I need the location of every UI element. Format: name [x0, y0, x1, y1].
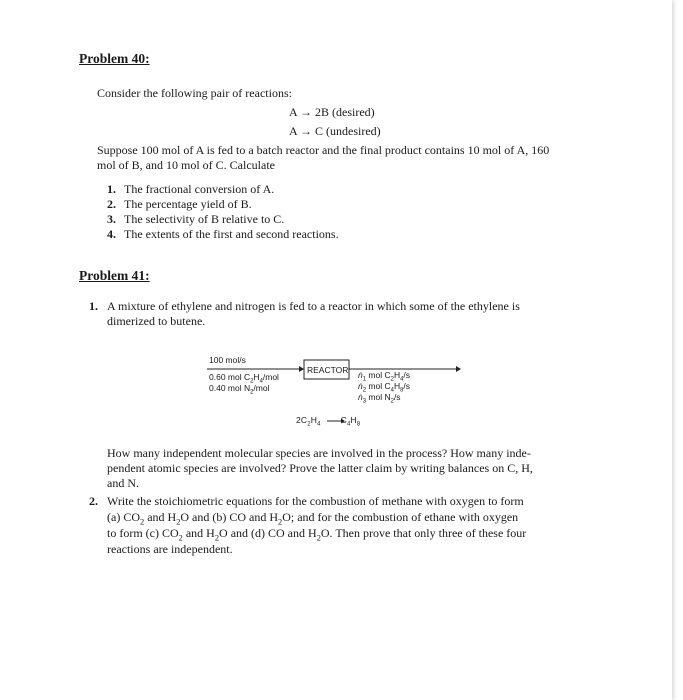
list-item-text: A mixture of ethylene and nitrogen is fed to a reactor in which some of the ethylene is — [107, 299, 520, 313]
feed-arrow-icon — [299, 366, 304, 372]
product-ethylene-label: ṅ$_1$ mol $C_2H_4/s$ — [358, 370, 411, 383]
list-item-number: 2. — [107, 197, 116, 211]
list-item — [107, 227, 339, 242]
dimerization-reaction: $2C_2H_4$ $C_4H_8$ — [296, 415, 361, 428]
problem-41-item-1-line-1 — [89, 299, 520, 314]
list-item-number: 1. — [89, 299, 98, 313]
list-item-number: 3. — [107, 212, 116, 226]
list-item-number: 1. — [107, 182, 116, 196]
problem-41-item-2-line-1 — [89, 494, 524, 509]
feed-rate-label: 100 mol/s — [209, 355, 246, 365]
list-item-text: The selectivity of B relative to C. — [124, 212, 285, 226]
problem-41-item-1-question-line-2: pendent atomic species are involved? Prove the latter claim by writing balances on C, H, — [107, 461, 533, 475]
list-item — [107, 182, 274, 197]
list-item-text: Write the stoichiometric equations for the combustion of methane with oxygen to form — [107, 494, 524, 508]
problem-41-item-1-question-line-1: How many independent molecular species are involved in the process? How many inde- — [107, 446, 531, 460]
list-item-text: The percentage yield of B. — [124, 197, 252, 211]
problem-40-intro: Consider the following pair of reactions: — [97, 86, 292, 100]
feed-ethylene-label: 0.60 mol $C_2H_4$/mol — [209, 372, 279, 385]
reactor-label: REACTOR — [307, 365, 349, 375]
problem-41-item-2-line-2: (a) $CO_2$ and $H_2O$ and (b) CO and $H_2O$; and for the combustion of ethane with oxygen — [107, 510, 519, 527]
list-item-number: 2. — [89, 494, 98, 508]
product-nitrogen-label: ṅ$_3$ mol $N_2/s$ — [358, 392, 401, 405]
problem-40-heading: Problem 40: — [79, 51, 150, 66]
product-arrow-icon — [456, 366, 461, 372]
problem-41-item-1-question-line-3: and N. — [107, 476, 139, 490]
problem-41-item-2-line-3: to form (c) $CO_2$ and $H_2O$ and (d) CO and $H_2O$. Then prove that only three of these four — [107, 526, 527, 543]
list-item — [107, 197, 252, 212]
reaction-undesired: A → C (undesired) — [289, 124, 381, 138]
list-item-text: The extents of the first and second reactions. — [124, 227, 339, 241]
problem-40-paragraph-line-2: mol of B, and 10 mol of C. Calculate — [97, 158, 275, 172]
problem-40-paragraph-line-1: Suppose 100 mol of A is fed to a batch reactor and the final product contains 10 mol of A, 160 — [97, 143, 550, 157]
list-item-number: 4. — [107, 227, 116, 241]
feed-nitrogen-label: 0.40 mol $N_2$/mol — [209, 383, 270, 396]
problem-41-item-2-line-4: reactions are independent. — [107, 542, 233, 556]
list-item-text: The fractional conversion of A. — [124, 182, 275, 196]
problem-41-item-1-line-2: dimerized to butene. — [107, 314, 206, 328]
reaction-desired: A → 2B (desired) — [289, 105, 375, 119]
list-item — [107, 212, 284, 227]
problem-41-heading: Problem 41: — [79, 268, 150, 283]
product-butene-label: ṅ$_2$ mol $C_4H_8/s$ — [358, 381, 411, 394]
